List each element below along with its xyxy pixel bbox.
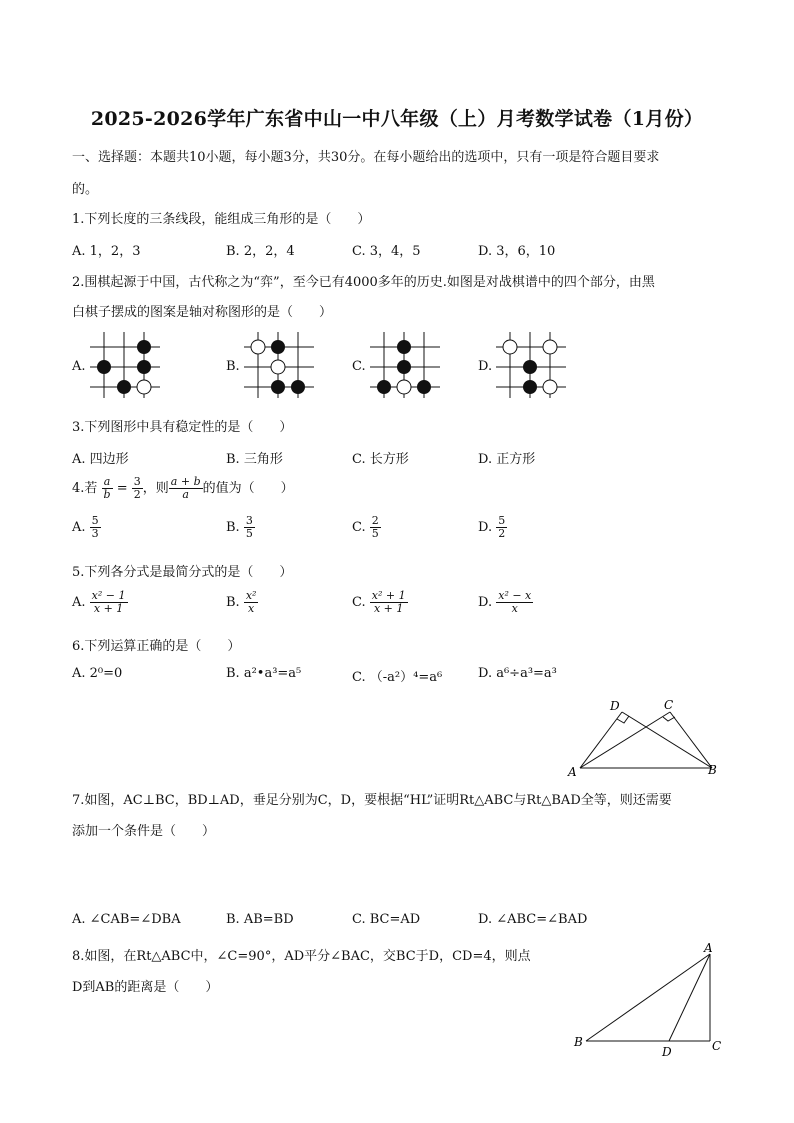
- label-d: D: [662, 1045, 672, 1059]
- section-heading: 一、选择题：本题共10小题，每小题3分，共30分。在每小题给出的选项中，只有一项是符合题目要求: [72, 150, 660, 165]
- q2-stem-line1: 2.围棋起源于中国，古代称之为“弈”，至今已有4000多年的历史.如图是对战棋谱中的四个部分，由黑: [72, 275, 655, 290]
- q7-figure: [562, 696, 732, 780]
- q8-figure: [570, 938, 730, 1062]
- q7-option-b: B. AB=BD: [226, 912, 294, 927]
- label-b: B: [708, 763, 717, 777]
- go-board-d: [496, 330, 568, 400]
- black-stone: [377, 380, 391, 394]
- black-stone: [137, 360, 151, 374]
- fraction-a-over-b: $\frac{a}{b}$: [103, 475, 111, 501]
- black-stone: [137, 340, 151, 354]
- q5-option-d: D. $\frac{\text{x² − x}}{x}$: [478, 589, 532, 615]
- q5-option-b: B. $\frac{\text{x²}}{x}$: [226, 589, 257, 615]
- black-stone: [97, 360, 111, 374]
- q1-option-b: B. 2，2，4: [226, 244, 295, 259]
- q3-option-d: D. 正方形: [478, 452, 536, 467]
- q7-stem-line1: 7.如图，AC⊥BC，BD⊥AD，垂足分别为C，D，要根据“HL”证明Rt△ABC与Rt△BAD全等，则还需要: [72, 793, 672, 808]
- white-stone: [251, 340, 265, 354]
- q3-option-b: B. 三角形: [226, 452, 283, 467]
- q6-option-b: B. a²•a³=a⁵: [226, 666, 302, 681]
- q5-stem: 5.下列各分式是最简分式的是（ ）: [72, 565, 293, 580]
- q4-option-b: B. $\frac{3}{5}$: [226, 514, 253, 540]
- fraction-a-plus-b-over-a: $\frac{a + b}{a}$: [170, 475, 201, 501]
- black-stone: [291, 380, 305, 394]
- q2-option-d: D.: [478, 359, 493, 374]
- q7-stem-line2: 添加一个条件是（ ）: [72, 824, 216, 839]
- q2-option-a: A.: [72, 359, 86, 374]
- white-stone: [397, 380, 411, 394]
- q6-option-d: D. a⁶÷a³=a³: [478, 666, 557, 681]
- q2-stem-line2: 白棋子摆成的图案是轴对称图形的是（ ）: [72, 305, 333, 320]
- go-board-a: [90, 330, 162, 400]
- q4-option-d: D. $\frac{5}{2}$: [478, 514, 506, 540]
- white-stone: [503, 340, 517, 354]
- q4-option-c: C. $\frac{2}{5}$: [352, 514, 379, 540]
- go-board-b: [244, 330, 316, 400]
- label-d: D: [610, 699, 620, 713]
- q2-option-c: C.: [352, 359, 366, 374]
- page-title: 2025-2026学年广东省中山一中八年级（上）月考数学试卷（1月份）: [90, 108, 704, 130]
- go-board-c: [370, 330, 442, 400]
- q8-stem-line2: D到AB的距离是（ ）: [72, 980, 219, 995]
- black-stone: [397, 340, 411, 354]
- q2-option-b: B.: [226, 359, 240, 374]
- q7-option-c: C. BC=AD: [352, 912, 421, 927]
- fraction-3-over-2: $\frac{3}{2}$: [133, 475, 141, 501]
- section-heading-cont: 的。: [72, 182, 99, 197]
- q3-stem: 3.下列图形中具有稳定性的是（ ）: [72, 420, 293, 435]
- q6-stem: 6.下列运算正确的是（ ）: [72, 639, 241, 654]
- white-stone: [543, 340, 557, 354]
- label-c: C: [712, 1039, 722, 1053]
- q6-option-a: A. 2⁰=0: [72, 666, 123, 681]
- black-stone: [417, 380, 431, 394]
- black-stone: [117, 380, 131, 394]
- q1-stem: 1.下列长度的三条线段，能组成三角形的是（ ）: [72, 212, 371, 227]
- white-stone: [271, 360, 285, 374]
- black-stone: [271, 380, 285, 394]
- q7-option-d: D. ∠ABC=∠BAD: [478, 912, 588, 927]
- white-stone: [137, 380, 151, 394]
- q1-option-d: D. 3，6，10: [478, 244, 556, 259]
- label-c: C: [664, 698, 674, 712]
- q1-option-c: C. 3，4，5: [352, 244, 421, 259]
- q4-option-a: A. $\frac{5}{3}$: [72, 514, 99, 540]
- black-stone: [523, 380, 537, 394]
- q6-option-c: C. （-a²）⁴=a⁶: [352, 670, 443, 685]
- q3-option-c: C. 长方形: [352, 452, 409, 467]
- q3-option-a: A. 四边形: [72, 452, 129, 467]
- q7-option-a: A. ∠CAB=∠DBA: [72, 912, 181, 927]
- label-a: A: [704, 941, 713, 955]
- q5-option-c: C. $\frac{\text{x² + 1}}{x + 1}$: [352, 589, 406, 615]
- label-a: A: [568, 765, 577, 779]
- q8-stem-line1: 8.如图，在Rt△ABC中，∠C=90°，AD平分∠BAC，交BC于D，CD=4，则点: [72, 949, 531, 964]
- black-stone: [271, 340, 285, 354]
- q1-option-a: A. 1，2，3: [72, 244, 141, 259]
- white-stone: [543, 380, 557, 394]
- black-stone: [523, 360, 537, 374]
- label-b: B: [574, 1035, 583, 1049]
- black-stone: [397, 360, 411, 374]
- q4-stem: 4.若 $\frac{a}{b}$ = $\frac{3}{2}$ ，则 $\frac{a + b}{a}$ 的值为（ ）: [72, 475, 294, 501]
- q5-option-a: A. $\frac{\text{x² − 1}}{x + 1}$: [72, 589, 126, 615]
